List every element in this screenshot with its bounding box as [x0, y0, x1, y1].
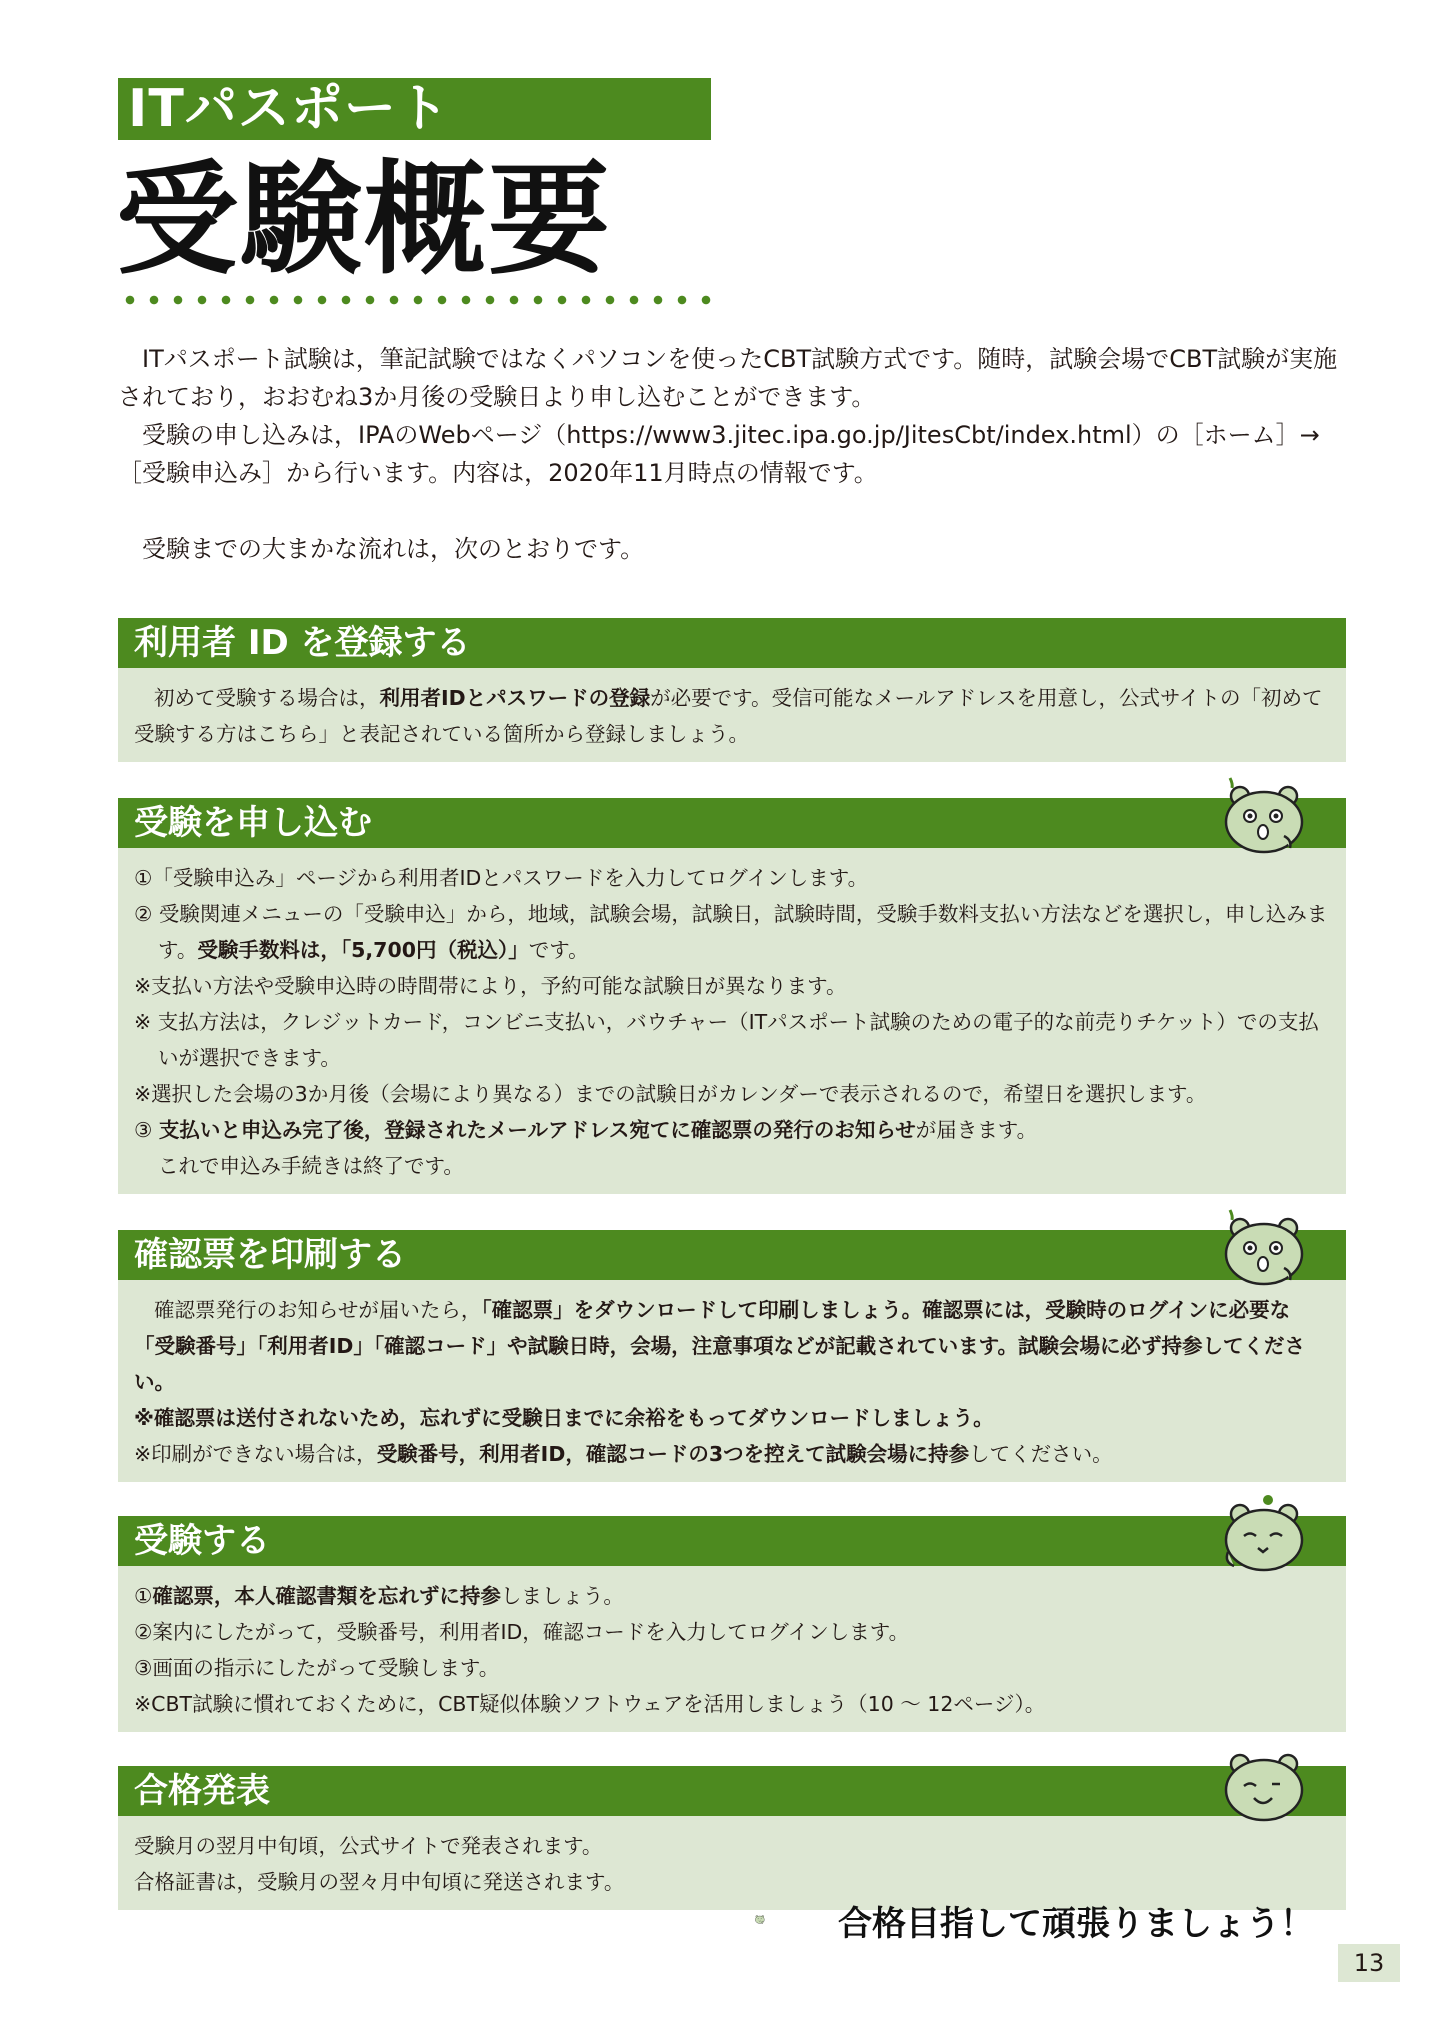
list-item: これで申込み手続きは終了です。 — [158, 1154, 464, 1178]
bear-mascot-surprised-icon — [1222, 1208, 1308, 1288]
dotted-divider — [118, 294, 718, 306]
note-item: ※選択した会場の3か月後（会場により異なる）までの試験日がカレンダーで表示されるので，希望日を選択します。 — [134, 1082, 1207, 1106]
list-item: ③ 支払いと申込み完了後，登録されたメールアドレス宛てに確認票の発行のお知らせが届きます。 — [134, 1118, 1038, 1142]
list-item: ①確認票，本人確認書類を忘れずに持参しましょう。 — [134, 1584, 624, 1608]
section-title: 受験する — [118, 1516, 1346, 1566]
page-number: 13 — [1338, 1944, 1400, 1982]
section-title: 受験を申し込む — [118, 798, 1346, 848]
section-body — [118, 1280, 1346, 1482]
section-body — [118, 848, 1346, 1194]
section-results — [118, 1766, 1346, 1910]
bear-mascot-surprised-icon — [1222, 776, 1308, 856]
note-item: ※印刷ができない場合は，受験番号，利用者ID，確認コードの3つを控えて試験会場に持参してください。 — [134, 1442, 1113, 1466]
bear-mascot-thumbs-up-icon — [755, 1880, 835, 1960]
list-item: ②案内にしたがって，受験番号，利用者ID，確認コードを入力してログインします。 — [134, 1620, 910, 1644]
list-item: ①「受験申込み」ページから利用者IDとパスワードを入力してログインします。 — [134, 866, 869, 890]
section-print-confirmation — [118, 1230, 1346, 1482]
section-register-id — [118, 618, 1346, 762]
section-take-exam — [118, 1516, 1346, 1732]
cheer-message: 合格目指して頑張りましょう！ — [838, 1904, 1314, 1944]
bear-mascot-relaxed-icon — [1222, 1494, 1308, 1574]
section-body — [118, 1566, 1346, 1732]
bear-mascot-smiling-icon — [1222, 1744, 1308, 1824]
section-paragraph: 確認票発行のお知らせが届いたら，「確認票」をダウンロードして印刷しましょう。確認票には，受験時のログインに必要な「受験番号」「利用者ID」「確認コード」や試験日時，会場，注意事項などが記載されています。試験会場に必ず持参してください。 — [134, 1298, 1306, 1394]
intro-paragraph-2: 受験の申し込みは，IPAのWebページ（https://www3.jitec.ipa.go.jp/JitesCbt/index.html）の［ホーム］→［受験申込み］から行います。内容は，2020年11月時点の情報です。 — [118, 421, 1320, 487]
chapter-kicker: ITパスポート — [118, 78, 711, 140]
intro-text — [118, 340, 1348, 568]
section-paragraph: 初めて受験する場合は，利用者IDとパスワードの登録が必要です。受信可能なメールアドレスを用意し，公式サイトの「初めて受験する方はこちら」と表記されている箇所から登録しましょう。 — [134, 686, 1323, 746]
note-item: ※確認票は送付されないため，忘れずに受験日までに余裕をもってダウンロードしましょう。 — [134, 1406, 994, 1430]
intro-paragraph-1: ITパスポート試験は，筆記試験ではなくパソコンを使ったCBT試験方式です。随時，試験会場でCBT試験が実施されており，おおむね3か月後の受験日より申し込むことができます。 — [118, 345, 1338, 411]
page-title: 受験概要 — [116, 149, 612, 291]
list-item: 合格証書は，受験月の翌々月中旬頃に発送されます。 — [134, 1870, 625, 1894]
list-item: ③画面の指示にしたがって受験します。 — [134, 1656, 500, 1680]
note-item: ※支払い方法や受験申込時の時間帯により，予約可能な試験日が異なります。 — [134, 974, 847, 998]
section-title: 利用者 ID を登録する — [118, 618, 1346, 668]
section-title: 確認票を印刷する — [118, 1230, 1346, 1280]
list-item: 受験月の翌月中旬頃，公式サイトで発表されます。 — [134, 1834, 603, 1858]
note-item: ※CBT試験に慣れておくために，CBT疑似体験ソフトウェアを活用しましょう（10 ～ 12ページ）。 — [134, 1692, 1046, 1716]
intro-paragraph-3: 受験までの大まかな流れは，次のとおりです。 — [142, 535, 645, 563]
section-apply — [118, 798, 1346, 1194]
section-title: 合格発表 — [118, 1766, 1346, 1816]
section-body — [118, 668, 1346, 762]
list-item: ② 受験関連メニューの「受験申込」から，地域，試験会場，試験日，試験時間，受験手数料支払い方法などを選択し，申し込みます。受験手数料は，「5,700円（税込）」です。 — [134, 902, 1328, 962]
note-item: ※ 支払方法は，クレジットカード，コンビニ支払い，バウチャー（ITパスポート試験のための電子的な前売りチケット）での支払いが選択できます。 — [134, 1010, 1319, 1070]
